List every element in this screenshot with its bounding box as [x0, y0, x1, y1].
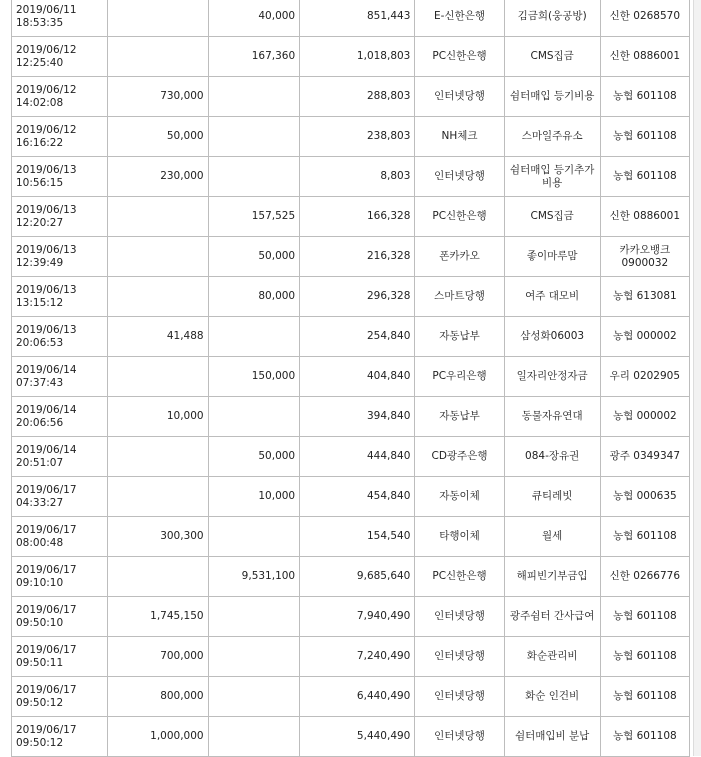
counterparty-account-cell: 농협 601108 — [600, 597, 689, 637]
date-cell — [12, 317, 108, 357]
counterparty-account-cell: 농협 601108 — [600, 77, 689, 117]
withdrawal-cell — [108, 277, 209, 317]
transaction-time: 09:50:10 — [16, 616, 64, 629]
memo-cell: 삼성화06003 — [504, 317, 600, 357]
date-cell — [12, 277, 108, 317]
date-cell — [12, 77, 108, 117]
withdrawal-cell — [108, 0, 209, 37]
withdrawal-cell — [108, 357, 209, 397]
transaction-date: 2019/06/17 — [16, 483, 77, 496]
transaction-time: 13:15:12 — [16, 296, 64, 309]
transaction-date: 2019/06/17 — [16, 723, 77, 736]
transaction-time: 09:50:12 — [16, 696, 64, 709]
transaction-table — [11, 0, 690, 757]
date-cell — [12, 437, 108, 477]
transaction-date: 2019/06/13 — [16, 283, 77, 296]
transaction-time: 09:10:10 — [16, 576, 64, 589]
transaction-time: 12:20:27 — [16, 216, 64, 229]
deposit-cell — [208, 517, 300, 557]
counterparty-account-cell: 농협 000635 — [600, 477, 689, 517]
transaction-type-cell: 인터넷당행 — [415, 637, 504, 677]
deposit-cell — [208, 637, 300, 677]
memo-cell: 월세 — [504, 517, 600, 557]
transaction-time: 14:02:08 — [16, 96, 64, 109]
counterparty-account-cell: 농협 601108 — [600, 677, 689, 717]
transaction-date: 2019/06/17 — [16, 523, 77, 536]
transaction-date: 2019/06/14 — [16, 363, 77, 376]
transaction-date: 2019/06/12 — [16, 43, 77, 56]
transaction-date: 2019/06/14 — [16, 443, 77, 456]
memo-cell: 쉼터매입 등기추가비용 — [504, 157, 600, 197]
memo-cell: 쉼터매입 등기비용 — [504, 77, 600, 117]
deposit-cell: 9,531,100 — [208, 557, 300, 597]
memo-cell: 일자리안정자금 — [504, 357, 600, 397]
withdrawal-cell — [108, 437, 209, 477]
transaction-time: 20:06:53 — [16, 336, 64, 349]
transaction-type-cell: 자동납부 — [415, 317, 504, 357]
date-cell — [12, 197, 108, 237]
deposit-cell: 50,000 — [208, 437, 300, 477]
balance-cell: 296,328 — [300, 277, 415, 317]
counterparty-account-cell: 농협 613081 — [600, 277, 689, 317]
transaction-date: 2019/06/13 — [16, 243, 77, 256]
counterparty-account-cell: 농협 601108 — [600, 717, 689, 757]
transaction-type-cell: CD광주은행 — [415, 437, 504, 477]
withdrawal-cell: 41,488 — [108, 317, 209, 357]
date-cell — [12, 37, 108, 77]
counterparty-account-cell: 농협 601108 — [600, 517, 689, 557]
balance-cell: 8,803 — [300, 157, 415, 197]
date-cell — [12, 0, 108, 37]
transaction-type-cell: 자동납부 — [415, 397, 504, 437]
page-scrollbar[interactable] — [693, 0, 701, 756]
transaction-date: 2019/06/17 — [16, 603, 77, 616]
transaction-time: 12:25:40 — [16, 56, 64, 69]
deposit-cell — [208, 677, 300, 717]
date-cell — [12, 597, 108, 637]
transaction-time: 20:06:56 — [16, 416, 64, 429]
transaction-time: 09:50:12 — [16, 736, 64, 749]
balance-cell: 851,443 — [300, 0, 415, 37]
withdrawal-cell — [108, 197, 209, 237]
table-row — [12, 77, 690, 117]
transaction-type-cell: 인터넷당행 — [415, 157, 504, 197]
transaction-date: 2019/06/13 — [16, 163, 77, 176]
balance-cell: 238,803 — [300, 117, 415, 157]
balance-cell: 1,018,803 — [300, 37, 415, 77]
counterparty-account-cell: 농협 601108 — [600, 117, 689, 157]
date-cell — [12, 717, 108, 757]
transaction-type-cell: PC신한은행 — [415, 557, 504, 597]
balance-cell: 9,685,640 — [300, 557, 415, 597]
transaction-time: 16:16:22 — [16, 136, 64, 149]
table-row — [12, 277, 690, 317]
counterparty-account-cell: 신한 0886001 — [600, 197, 689, 237]
withdrawal-cell: 700,000 — [108, 637, 209, 677]
transaction-time: 04:33:27 — [16, 496, 64, 509]
counterparty-account-cell: 농협 000002 — [600, 397, 689, 437]
transaction-time: 10:56:15 — [16, 176, 64, 189]
table-row — [12, 317, 690, 357]
table-row — [12, 437, 690, 477]
deposit-cell — [208, 317, 300, 357]
table-row — [12, 237, 690, 277]
table-row — [12, 117, 690, 157]
deposit-cell — [208, 597, 300, 637]
withdrawal-cell — [108, 37, 209, 77]
table-row — [12, 597, 690, 637]
deposit-cell — [208, 77, 300, 117]
memo-cell: 화순 인건비 — [504, 677, 600, 717]
balance-cell: 444,840 — [300, 437, 415, 477]
counterparty-account-cell: 농협 601108 — [600, 637, 689, 677]
table-row — [12, 637, 690, 677]
transaction-type-cell: PC신한은행 — [415, 197, 504, 237]
withdrawal-cell: 730,000 — [108, 77, 209, 117]
transaction-type-cell: 스마트당행 — [415, 277, 504, 317]
withdrawal-cell — [108, 237, 209, 277]
table-row — [12, 157, 690, 197]
memo-cell: 좋이마루맘 — [504, 237, 600, 277]
deposit-cell: 80,000 — [208, 277, 300, 317]
balance-cell: 216,328 — [300, 237, 415, 277]
transaction-date: 2019/06/14 — [16, 403, 77, 416]
table-row — [12, 197, 690, 237]
memo-cell: 동물자유연대 — [504, 397, 600, 437]
balance-cell: 254,840 — [300, 317, 415, 357]
deposit-cell — [208, 117, 300, 157]
date-cell — [12, 557, 108, 597]
table-row — [12, 357, 690, 397]
transaction-time: 20:51:07 — [16, 456, 64, 469]
transaction-date: 2019/06/12 — [16, 83, 77, 96]
transaction-type-cell: PC우리은행 — [415, 357, 504, 397]
memo-cell: 화순관리비 — [504, 637, 600, 677]
counterparty-account-cell: 광주 0349347 — [600, 437, 689, 477]
counterparty-account-cell: 농협 000002 — [600, 317, 689, 357]
balance-cell: 154,540 — [300, 517, 415, 557]
balance-cell: 7,240,490 — [300, 637, 415, 677]
date-cell — [12, 237, 108, 277]
deposit-cell: 40,000 — [208, 0, 300, 37]
transaction-table-body — [12, 0, 690, 757]
balance-cell: 288,803 — [300, 77, 415, 117]
date-cell — [12, 357, 108, 397]
memo-cell: CMS집금 — [504, 197, 600, 237]
transaction-date: 2019/06/12 — [16, 123, 77, 136]
memo-cell: 광주쉼터 간사급여 — [504, 597, 600, 637]
counterparty-account-cell: 우리 0202905 — [600, 357, 689, 397]
transaction-date: 2019/06/17 — [16, 563, 77, 576]
transaction-date: 2019/06/17 — [16, 683, 77, 696]
counterparty-account-cell: 농협 601108 — [600, 157, 689, 197]
date-cell — [12, 157, 108, 197]
balance-cell: 454,840 — [300, 477, 415, 517]
transaction-type-cell: 인터넷당행 — [415, 77, 504, 117]
withdrawal-cell: 300,300 — [108, 517, 209, 557]
deposit-cell — [208, 717, 300, 757]
transaction-date: 2019/06/13 — [16, 323, 77, 336]
counterparty-account-cell: 신한 0268570 — [600, 0, 689, 37]
date-cell — [12, 517, 108, 557]
transaction-type-cell: 자동이체 — [415, 477, 504, 517]
balance-cell: 166,328 — [300, 197, 415, 237]
table-row — [12, 477, 690, 517]
withdrawal-cell — [108, 557, 209, 597]
deposit-cell: 167,360 — [208, 37, 300, 77]
withdrawal-cell: 10,000 — [108, 397, 209, 437]
transaction-type-cell: NH체크 — [415, 117, 504, 157]
date-cell — [12, 117, 108, 157]
transaction-time: 09:50:11 — [16, 656, 64, 669]
deposit-cell: 150,000 — [208, 357, 300, 397]
table-row — [12, 517, 690, 557]
table-row — [12, 557, 690, 597]
memo-cell: CMS집금 — [504, 37, 600, 77]
withdrawal-cell — [108, 477, 209, 517]
transaction-time: 07:37:43 — [16, 376, 64, 389]
transaction-time: 18:53:35 — [16, 16, 64, 29]
balance-cell: 5,440,490 — [300, 717, 415, 757]
date-cell — [12, 397, 108, 437]
transaction-type-cell: E-신한은행 — [415, 0, 504, 37]
memo-cell: 김금희(웅공방) — [504, 0, 600, 37]
deposit-cell — [208, 157, 300, 197]
date-cell — [12, 677, 108, 717]
date-cell — [12, 477, 108, 517]
withdrawal-cell: 800,000 — [108, 677, 209, 717]
counterparty-account-cell: 카카오뱅크 0900032 — [600, 237, 689, 277]
date-cell — [12, 637, 108, 677]
transaction-time: 08:00:48 — [16, 536, 64, 549]
withdrawal-cell: 50,000 — [108, 117, 209, 157]
transaction-type-cell: 타행이체 — [415, 517, 504, 557]
memo-cell: 스마일주유소 — [504, 117, 600, 157]
transaction-date: 2019/06/17 — [16, 643, 77, 656]
deposit-cell — [208, 397, 300, 437]
transaction-date: 2019/06/11 — [16, 3, 77, 16]
table-row — [12, 397, 690, 437]
table-row — [12, 717, 690, 757]
transaction-type-cell: 인터넷당행 — [415, 717, 504, 757]
memo-cell: 여주 대모비 — [504, 277, 600, 317]
deposit-cell: 50,000 — [208, 237, 300, 277]
balance-cell: 404,840 — [300, 357, 415, 397]
memo-cell: 쉼터매입비 분납 — [504, 717, 600, 757]
counterparty-account-cell: 신한 0886001 — [600, 37, 689, 77]
withdrawal-cell: 1,000,000 — [108, 717, 209, 757]
balance-cell: 7,940,490 — [300, 597, 415, 637]
table-row — [12, 37, 690, 77]
transaction-type-cell: 폰카카오 — [415, 237, 504, 277]
memo-cell: 해피빈기부금입 — [504, 557, 600, 597]
transaction-type-cell: PC신한은행 — [415, 37, 504, 77]
memo-cell: 큐티레빗 — [504, 477, 600, 517]
withdrawal-cell: 230,000 — [108, 157, 209, 197]
transaction-time: 12:39:49 — [16, 256, 64, 269]
deposit-cell: 157,525 — [208, 197, 300, 237]
counterparty-account-cell: 신한 0266776 — [600, 557, 689, 597]
withdrawal-cell: 1,745,150 — [108, 597, 209, 637]
table-row — [12, 0, 690, 37]
transaction-type-cell: 인터넷당행 — [415, 677, 504, 717]
balance-cell: 6,440,490 — [300, 677, 415, 717]
transaction-date: 2019/06/13 — [16, 203, 77, 216]
balance-cell: 394,840 — [300, 397, 415, 437]
memo-cell: 084-장유권 — [504, 437, 600, 477]
deposit-cell: 10,000 — [208, 477, 300, 517]
table-row — [12, 677, 690, 717]
transaction-type-cell: 인터넷당행 — [415, 597, 504, 637]
